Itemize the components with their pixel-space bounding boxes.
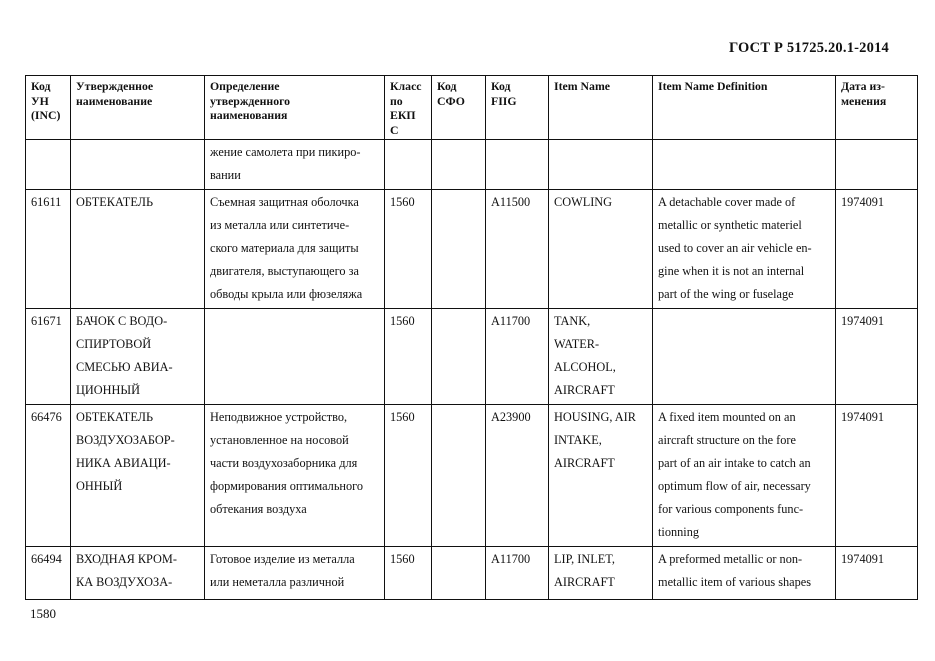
text-line: Класс — [390, 79, 422, 93]
cell-inc: 66494 — [26, 547, 71, 600]
col-header-inc — [26, 76, 71, 140]
cell-change-date: 1974091 — [836, 190, 918, 309]
text-line: утвержденного — [210, 93, 291, 108]
cell-approved-name — [71, 190, 205, 309]
text-line: Item Name — [554, 79, 611, 93]
col-header-fiig — [486, 76, 549, 140]
table-row — [26, 405, 918, 547]
text-line: наименования — [210, 108, 288, 122]
text-line: INTAKE, — [554, 433, 602, 447]
col-header-sfo — [432, 76, 486, 140]
text-line: ВХОДНАЯ КРОМ- — [76, 552, 177, 566]
text-line: обводы крыла или фюзеляжа — [210, 287, 363, 301]
cell-sfo — [432, 309, 486, 405]
text-line: part of the wing or fuselage — [658, 287, 794, 301]
cell-inc: 61671 — [26, 309, 71, 405]
cell-sfo — [432, 547, 486, 600]
text-line: менения — [841, 93, 887, 108]
cell-fiig: A11700 — [486, 547, 549, 600]
nomenclature-table — [25, 75, 918, 600]
text-line: AIRCRAFT — [554, 383, 615, 397]
standard-designation: ГОСТ Р 51725.20.1-2014 — [728, 40, 889, 56]
cell-fiig: A11500 — [486, 190, 549, 309]
col-header-item-name — [549, 76, 653, 140]
text-line: FIIG — [491, 93, 517, 108]
cell-approved-name — [71, 140, 205, 190]
text-line: УН — [31, 93, 49, 108]
text-line: части воздухозаборника для — [210, 456, 358, 470]
table-header-row — [26, 76, 918, 140]
cell-definition — [205, 309, 385, 405]
cell-sfo — [432, 140, 486, 190]
text-line: metallic item of various shapes — [658, 575, 811, 589]
cell-inc: 66476 — [26, 405, 71, 547]
text-line: ОБТЕКАТЕЛЬ — [76, 195, 154, 209]
cell-fiig — [486, 140, 549, 190]
cell-inc: 61611 — [26, 190, 71, 309]
text-line: AIRCRAFT — [554, 575, 615, 589]
col-header-item-name-definition — [653, 76, 836, 140]
text-line: КА ВОЗДУХОЗА- — [76, 575, 173, 589]
text-line: формирования оптимального — [210, 479, 364, 493]
text-line: aircraft structure on the fore — [658, 433, 796, 447]
text-line: обтекания воздуха — [210, 502, 307, 516]
cell-item-name — [549, 405, 653, 547]
table-row — [26, 309, 918, 405]
text-line: used to cover an air vehicle en- — [658, 241, 812, 255]
text-line: из металла или синтетиче- — [210, 218, 350, 232]
text-line: tionning — [658, 525, 699, 539]
col-header-change-date — [836, 76, 918, 140]
text-line: Код — [437, 79, 457, 93]
cell-class: 1560 — [385, 309, 432, 405]
cell-definition — [205, 190, 385, 309]
text-line: по — [390, 93, 403, 108]
text-line: A fixed item mounted on an — [658, 410, 796, 424]
cell-definition — [205, 405, 385, 547]
text-line: Item Name Definition — [658, 79, 768, 93]
text-line: LIP, INLET, — [554, 552, 615, 566]
text-line: установленное на носовой — [210, 433, 349, 447]
cell-class: 1560 — [385, 405, 432, 547]
text-line: двигателя, выступающего за — [210, 264, 359, 278]
cell-class: 1560 — [385, 547, 432, 600]
text-line: AIRCRAFT — [554, 456, 615, 470]
cell-change-date: 1974091 — [836, 547, 918, 600]
text-line: или неметалла различной — [210, 575, 345, 589]
text-line: for various components func- — [658, 502, 804, 516]
text-line: жение самолета при пикиро- — [210, 145, 361, 159]
cell-item-name-definition — [653, 190, 836, 309]
cell-item-name-definition — [653, 405, 836, 547]
text-line: СМЕСЬЮ АВИА- — [76, 360, 173, 374]
text-line: gine when it is not an internal — [658, 264, 805, 278]
text-line: НИКА АВИАЦИ- — [76, 456, 171, 470]
cell-item-name — [549, 140, 653, 190]
text-line: ского материала для защиты — [210, 241, 359, 255]
text-line: TANK, — [554, 314, 591, 328]
cell-sfo — [432, 190, 486, 309]
cell-definition — [205, 547, 385, 600]
col-header-class — [385, 76, 432, 140]
cell-definition — [205, 140, 385, 190]
cell-item-name — [549, 309, 653, 405]
text-line: наименование — [76, 93, 153, 108]
text-line: (INC) — [31, 108, 61, 122]
text-line: Код — [31, 79, 51, 93]
text-line: ВОЗДУХОЗАБОР- — [76, 433, 175, 447]
text-line: СФО — [437, 93, 465, 108]
cell-item-name — [549, 547, 653, 600]
cell-approved-name — [71, 405, 205, 547]
cell-item-name-definition — [653, 140, 836, 190]
table-row — [26, 547, 918, 600]
text-line: С — [390, 122, 399, 137]
col-header-approved-name — [71, 76, 205, 140]
text-line: вании — [210, 168, 241, 182]
text-line: A preformed metallic or non- — [658, 552, 803, 566]
text-line: A detachable cover made of — [658, 195, 796, 209]
text-line: ALCOHOL, — [554, 360, 616, 374]
cell-change-date: 1974091 — [836, 309, 918, 405]
text-line: optimum flow of air, necessary — [658, 479, 811, 493]
cell-class — [385, 140, 432, 190]
cell-item-name-definition — [653, 547, 836, 600]
cell-item-name — [549, 190, 653, 309]
text-line: ЦИОННЫЙ — [76, 383, 141, 397]
cell-inc — [26, 140, 71, 190]
cell-approved-name — [71, 547, 205, 600]
text-line: part of an air intake to catch an — [658, 456, 811, 470]
text-line: Утвержденное — [76, 79, 154, 93]
col-header-definition — [205, 76, 385, 140]
text-line: HOUSING, AIR — [554, 410, 636, 424]
cell-approved-name — [71, 309, 205, 405]
table-row — [26, 140, 918, 190]
cell-sfo — [432, 405, 486, 547]
text-line: ОБТЕКАТЕЛЬ — [76, 410, 154, 424]
cell-class: 1560 — [385, 190, 432, 309]
cell-fiig: A23900 — [486, 405, 549, 547]
text-line: Неподвижное устройство, — [210, 410, 348, 424]
page-number: 1580 — [30, 606, 56, 621]
text-line: ЕКП — [390, 108, 416, 122]
text-line: Съемная защитная оболочка — [210, 195, 359, 209]
cell-fiig: A11700 — [486, 309, 549, 405]
cell-item-name-definition — [653, 309, 836, 405]
text-line: Дата из- — [841, 79, 885, 93]
text-line: COWLING — [554, 195, 613, 209]
text-line: БАЧОК С ВОДО- — [76, 314, 168, 328]
text-line: ОННЫЙ — [76, 479, 123, 493]
text-line: metallic or synthetic materiel — [658, 218, 802, 232]
text-line: Готовое изделие из металла — [210, 552, 355, 566]
text-line: Определение — [210, 79, 280, 93]
cell-change-date: 1974091 — [836, 405, 918, 547]
text-line: СПИРТОВОЙ — [76, 337, 152, 351]
table-row — [26, 190, 918, 309]
text-line: WATER- — [554, 337, 600, 351]
cell-change-date — [836, 140, 918, 190]
text-line: Код — [491, 79, 511, 93]
